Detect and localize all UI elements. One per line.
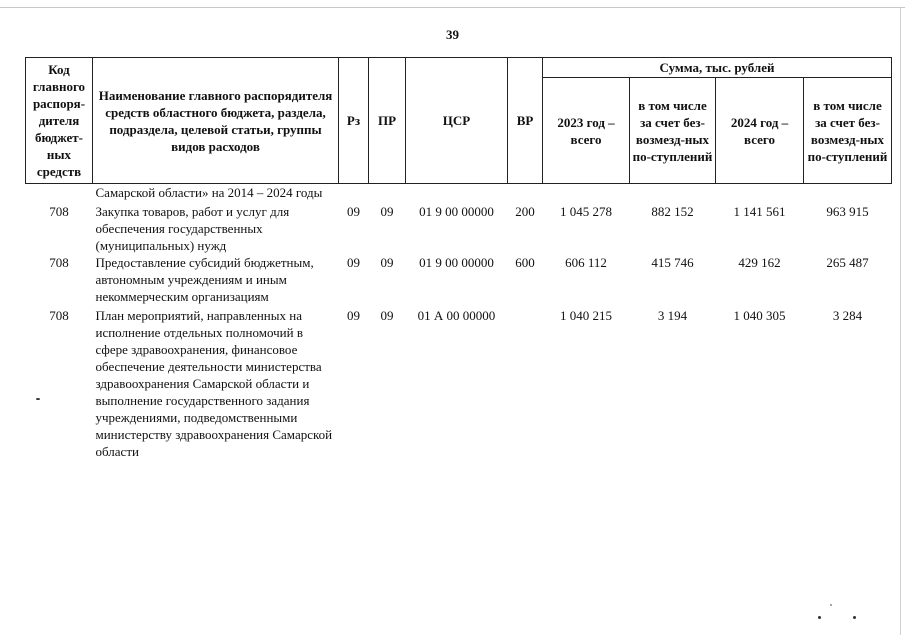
cell-2023-total: 1 040 215: [560, 308, 612, 323]
cell-rz: 09: [347, 204, 360, 219]
cell-2024-total: 429 162: [738, 255, 781, 270]
header-csr: ЦСР: [406, 58, 508, 184]
cell-rz: 09: [347, 308, 360, 323]
cell-2024-total: 1 141 561: [733, 204, 786, 219]
table-row: [26, 184, 892, 204]
cell-pr: 09: [380, 204, 394, 219]
page-number: 39: [446, 27, 459, 42]
header-2023-free: в том числе за счет без-возмезд-ных по-ступлений: [630, 78, 716, 184]
page-right-border: [900, 7, 901, 635]
cell-2023-total: 1 045 278: [560, 204, 612, 219]
scan-speck: [830, 604, 832, 606]
cell-vr: 600: [515, 255, 535, 270]
cell-2024-free: [804, 184, 892, 204]
header-2023-total: 2023 год – всего: [543, 78, 630, 184]
table-body: [26, 184, 892, 461]
cell-2024-free: 265 487: [826, 255, 869, 270]
cell-2024-free: 963 915: [826, 204, 869, 219]
cell-rz: [339, 184, 369, 204]
table-row: [26, 203, 892, 254]
cell-csr: 01 9 00 00000: [419, 255, 494, 270]
cell-2024-total: [716, 184, 804, 204]
cell-code: 708: [49, 255, 69, 270]
header-rz: Рз: [339, 58, 369, 184]
cell-2024-total: 1 040 305: [733, 308, 786, 323]
cell-vr: [508, 307, 543, 460]
cell-csr: 01 А 00 00000: [417, 308, 496, 323]
cell-pr: 09: [380, 308, 394, 323]
cell-2023-free: [630, 184, 716, 204]
cell-pr: 09: [380, 255, 394, 270]
scan-speck: [853, 616, 856, 619]
cell-name: Самарской области» на 2014 – 2024 годы: [95, 185, 323, 200]
cell-2023-free: 415 746: [651, 255, 694, 270]
cell-code: [26, 184, 93, 204]
header-code: Код главного распоря-дителя бюджет-ных средств: [26, 58, 93, 184]
cell-csr: 01 9 00 00000: [419, 204, 494, 219]
cell-code: 708: [49, 308, 69, 323]
header-vr: ВР: [508, 58, 543, 184]
cell-2024-free: 3 284: [832, 308, 863, 323]
header-2024-total: 2024 год – всего: [716, 78, 804, 184]
cell-code: 708: [49, 204, 69, 219]
scan-speck: [36, 398, 40, 400]
scan-speck: [818, 616, 821, 619]
budget-table: [25, 57, 892, 460]
cell-pr: [369, 184, 406, 204]
cell-2023-free: 882 152: [651, 204, 694, 219]
table-row: [26, 254, 892, 307]
cell-2023-free: 3 194: [657, 308, 688, 323]
table-row: [26, 307, 892, 460]
header-2024-free: в том числе за счет без-возмезд-ных по-ступлений: [804, 78, 892, 184]
header-pr: ПР: [369, 58, 406, 184]
header-name: Наименование главного распорядителя средств областного бюджета, раздела, подраздела, целевой статьи, группы видов расходов: [93, 58, 339, 184]
cell-vr: 200: [515, 204, 535, 219]
cell-name: Закупка товаров, работ и услуг для обеспечения государственных (муниципальных) нужд: [95, 204, 290, 253]
cell-2023-total: 606 112: [565, 255, 607, 270]
cell-name: План мероприятий, направленных на исполнение отдельных полномочий в сфере здравоохранения, финансовое обеспечение деятельности министерства здравоохранения Самарской области и выполнение государственного задания учреждениями, подведомственными министерству здравоохранения Самарской области: [95, 308, 333, 459]
header-sum: Сумма, тыс. рублей: [543, 58, 892, 78]
cell-name: Предоставление субсидий бюджетным, автономным учреждениям и иным некоммерческим организациям: [95, 255, 314, 304]
table-header: [26, 58, 892, 184]
page-top-border: [0, 7, 905, 8]
cell-rz: 09: [347, 255, 360, 270]
cell-2023-total: [543, 184, 630, 204]
cell-csr: [406, 184, 508, 204]
cell-vr: [508, 184, 543, 204]
